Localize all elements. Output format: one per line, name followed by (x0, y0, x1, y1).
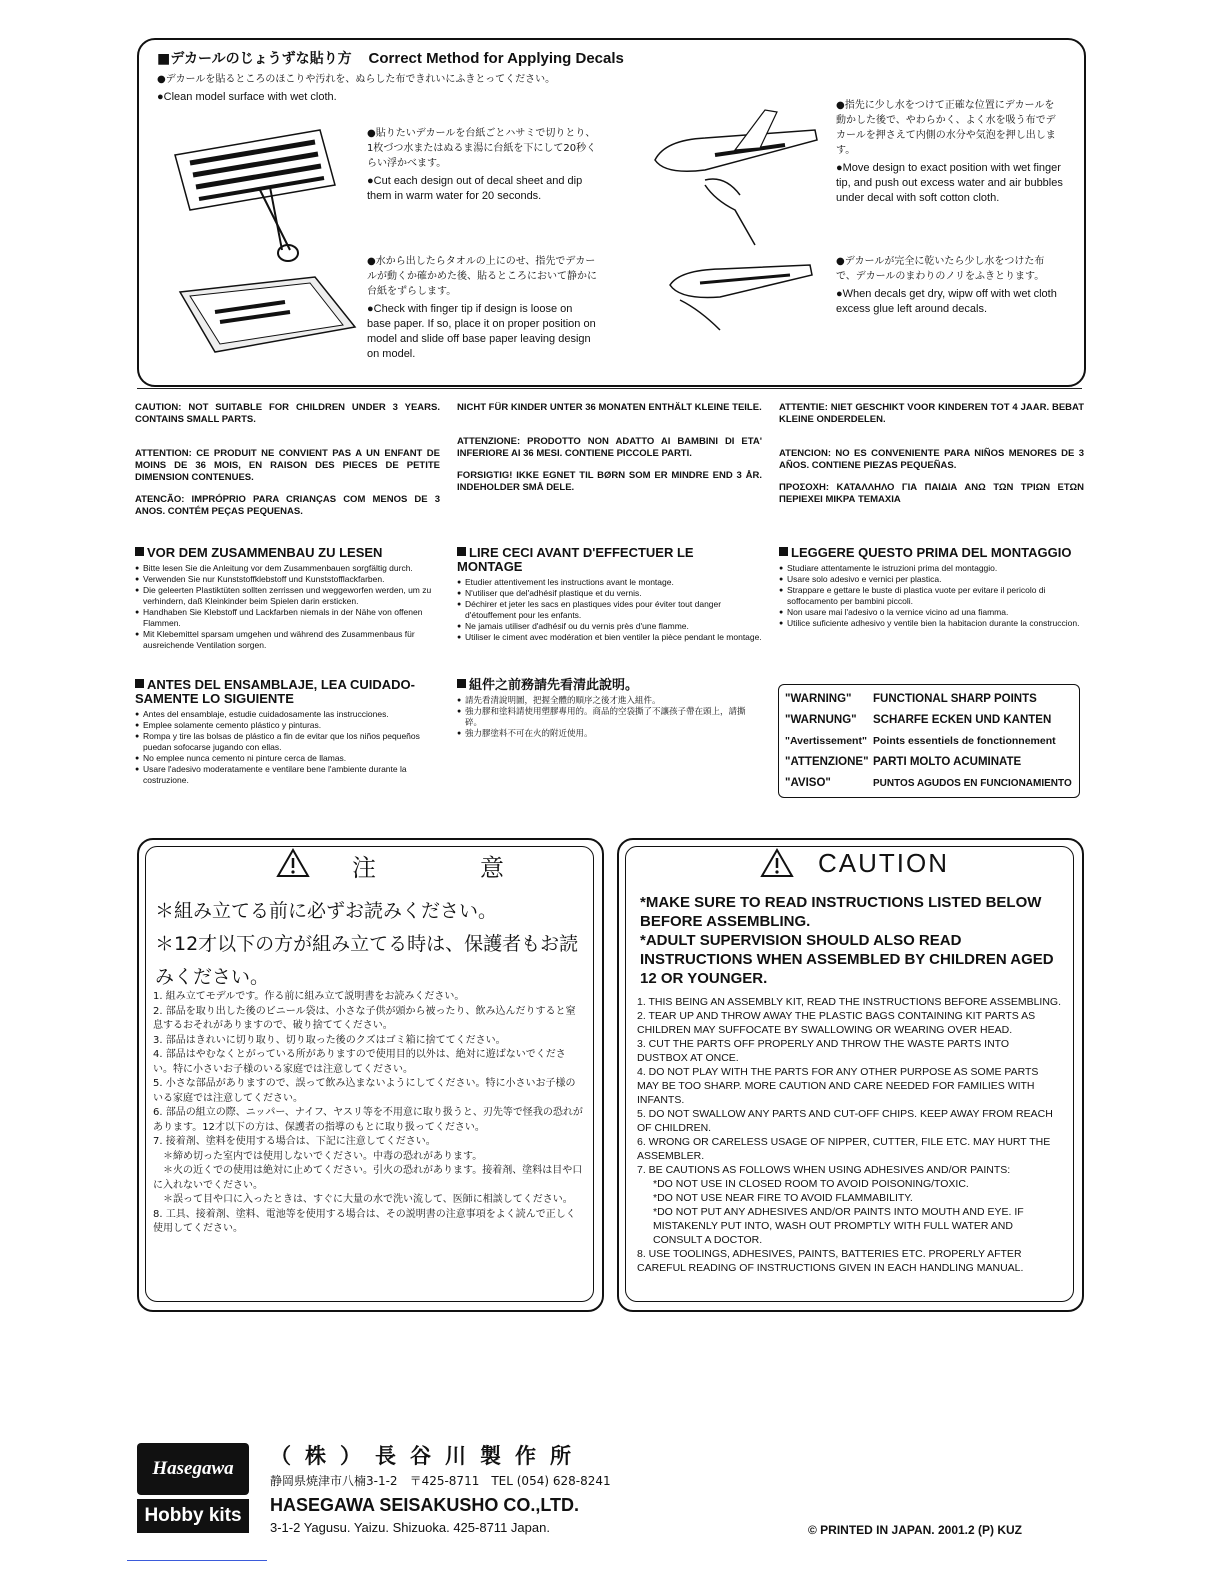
list-item: ● Handhaben Sie Klebstoff und Lackfarben niemals in der Nähe von offenen Flammen. (135, 607, 440, 629)
list-item: ● Studiare attentamente le istruzioni prima del montaggio. (779, 563, 1084, 574)
decal-intro-jp: ●デカールを貼るところのほこりや汚れを、ぬらした布できれいにふきとってください。 (157, 74, 556, 85)
caution-jp-list (153, 990, 583, 1237)
printed-in-japan: © PRINTED IN JAPAN. 2001.2 (P) KUZ (808, 1523, 1022, 1537)
list-item: ● Usare solo adesivo e vernici per plastica. (779, 574, 1084, 585)
lang-block-fr (457, 546, 762, 643)
list-item: ● Ne jamais utiliser d'adhésif ou du vernis près d'une flamme. (457, 621, 762, 632)
list-item: 7. 接着剤、塗料を使用する場合は、下記に注意してください。 (153, 1136, 436, 1147)
list-item: ● Mit Klebemittel sparsam umgehen und während des Zusammenbaus für ausreichende Ventilation sorgen. (135, 629, 440, 651)
warnings-column-1 (135, 402, 440, 540)
address-jp: 静岡県焼津市八楠3-1-2 〒425-8711 TEL (054) 628-8241 (270, 1474, 611, 1488)
list-item: 8. 工具、接着剤、塗料、電池等を使用する場合は、その説明書の注意事項をよく読んで正しく使用してください。 (153, 1208, 576, 1234)
lang-block-zh-title: 組件之前務請先看清此說明。 (469, 677, 639, 692)
decal-step-4-jp: ●デカールが完全に乾いたら少し水をつけた布で、デカールのまわりのノリをふきとります。 (836, 256, 1045, 282)
list-item: ● 強力膠和塗料請使用塑膠專用的。商品的空袋撕了不讓孩子帶在頭上，請撕碎。 (457, 706, 762, 728)
bullet-square-icon (457, 679, 466, 688)
list-item: ● 強力膠塗料不可在火的附近使用。 (457, 728, 762, 739)
bullet-square-icon (457, 547, 466, 556)
decal-step-2-en: ●Check with finger tip if design is loose on base paper. If so, place it on proper position on model and slide off base paper leaving design on model. (367, 303, 596, 360)
list-item: ● Antes del ensamblaje, estudie cuidadosamente las instrucciones. (135, 709, 440, 720)
list-item: 5. 小さな部品がありますので、誤って飲み込まないようにしてください。特に小さいお子様のいる家庭では注意してください。 (153, 1078, 576, 1104)
bullet-square-icon (779, 547, 788, 556)
warning-row: "AVISO" PUNTOS AGUDOS EN FUNCIONAMIENTO (785, 777, 1072, 789)
list-item: 1. 組み立てモデルです。作る前に組み立て説明書をお読みください。 (153, 991, 465, 1002)
warning-en: CAUTION: NOT SUITABLE FOR CHILDREN UNDER 3 YEARS. CONTAINS SMALL PARTS. (135, 402, 440, 425)
list-item: 2. 部品を取り出した後のビニール袋は、小さな子供が頭から被ったり、飲み込んだりすると窒息するおそれがありますので、破り捨ててください。 (153, 1005, 576, 1031)
list-item: 4. DO NOT PLAY WITH THE PARTS FOR ANY OTHER PURPOSE AS SOME PARTS MAY BE TOO SHARP. MORE CAUTION AND CARE NEEDED FOR FAMILIES WITH INFANTS. (637, 1066, 1039, 1106)
water-tray-illustration (175, 272, 365, 362)
warning-row: "WARNING" FUNCTIONAL SHARP POINTS (785, 693, 1037, 705)
decal-title-en: Correct Method for Applying Decals (368, 50, 624, 67)
warning-de: NICHT FÜR KINDER UNTER 36 MONATEN ENTHÄLT KLEINE TEILE. (457, 402, 762, 413)
decal-step-3-jp: ●指先に少し水をつけて正確な位置にデカールを動かした後で、やわらかく、よく水を吸う布でデカールを押さえて内側の水分や気泡を押し出します。 (836, 100, 1056, 156)
lang-block-fr-title: LIRE CECI AVANT D'EFFECTUER LE MONTAGE (457, 545, 694, 574)
list-item: ● Utiliser le ciment avec modération et bien ventiler la pièce pendant le montage. (457, 632, 762, 643)
list-item: ● Die geleerten Plastiktüten sollten zerrissen und weggeworfen werden, um zu verhindern, daß Kleinkinder beim Spielen darin ersticken. (135, 585, 440, 607)
caution-en-leads (640, 893, 1060, 988)
lang-block-de (135, 546, 440, 651)
list-item: 3. CUT THE PARTS OFF PROPERLY AND THROW THE WASTE PARTS INTO DUSTBOX AT ONCE. (637, 1038, 1010, 1064)
list-item: ＊誤って目や口に入ったときは、すぐに大量の水で洗い流して、医師に相談してください。 (153, 1194, 573, 1205)
list-item: ● Déchirer et jeter les sacs en plastiques vides pour éviter tout danger d'étouffement pour les enfants. (457, 599, 762, 621)
section-divider (137, 388, 1082, 389)
page-link-underline[interactable] (127, 1560, 267, 1561)
warning-el: ΠΡΟΣΟΧΗ: ΚΑΤΑΛΛΗΛΟ ΓΙΑ ΠΑΙΔΙΑ ΑΝΩ ΤΩΝ ΤΡΙΩΝ ΕΤΩΝ ΠΕΡΙΕΧΕΙ ΜΙΚΡΑ ΤΕΜΑΧΙΑ (779, 482, 1084, 505)
logo-top: Hasegawa (137, 1443, 249, 1495)
warning-triangle-icon (760, 848, 794, 878)
lang-block-zh (457, 678, 762, 739)
decal-step-2 (367, 254, 597, 365)
list-item: ＊火の近くでの使用は絶対に止めてください。引火の恐れがあります。接着剤、塗料は目や口に入れないでください。 (153, 1165, 583, 1191)
list-item: ● Etudier attentivement les instructions avant le montage. (457, 577, 762, 588)
warning-da: FORSIGTIG! IKKE EGNET TIL BØRN SOM ER MINDRE END 3 ÅR. INDEHOLDER SMÅ DELE. (457, 470, 762, 493)
lang-block-es (135, 678, 440, 786)
list-item: ● Non usare mai l'adesivo o la vernice vicino ad una fiamma. (779, 607, 1084, 618)
warning-row: "WARNUNG" SCHARFE ECKEN UND KANTEN (785, 714, 1052, 726)
list-item: *DO NOT USE IN CLOSED ROOM TO AVOID POISONING/TOXIC. (653, 1178, 969, 1190)
decal-step-3 (836, 98, 1064, 209)
caution-en-lead-1: *MAKE SURE TO READ INSTRUCTIONS LISTED BELOW BEFORE ASSEMBLING. (640, 894, 1042, 930)
logo-bottom: Hobby kits (137, 1499, 249, 1533)
decal-step-2-jp: ●水から出したらタオルの上にのせ、指先でデカールが動くか確かめた後、貼るところにおいて静かに台紙をずらします。 (367, 256, 597, 297)
bullet-square-icon (135, 547, 144, 556)
address-en: 3-1-2 Yagusu. Yaizu. Shizuoka. 425-8711 Japan. (270, 1520, 550, 1535)
lang-block-de-title: VOR DEM ZUSAMMENBAU ZU LESEN (147, 545, 383, 560)
company-name-en: HASEGAWA SEISAKUSHO CO.,LTD. (270, 1495, 580, 1515)
list-item: 7. BE CAUTIONS AS FOLLOWS WHEN USING ADHESIVES AND/OR PAINTS: (637, 1164, 1011, 1176)
list-item: ● Verwenden Sie nur Kunststoffklebstoff und Kunststofflackfarben. (135, 574, 440, 585)
caution-en-lead-2: *ADULT SUPERVISION SHOULD ALSO READ INSTRUCTIONS WHEN ASSEMBLED BY CHILDREN AGED 12 OR YOUNGER. (640, 932, 1054, 987)
decal-step-4-en: ●When decals get dry, wipw off with wet cloth excess glue left around decals. (836, 288, 1057, 315)
warning-it: ATTENZIONE: PRODOTTO NON ADATTO AI BAMBINI DI ETA' INFERIORE AI 36 MESI. CONTIENE PICCOLE PARTI. (457, 436, 762, 459)
list-item: ● Utilice suficiente adhesivo y ventile bien la habitacion durante la construccion. (779, 618, 1084, 629)
warnings-column-3 (779, 402, 1084, 528)
bullet-square-icon (135, 679, 144, 688)
decal-step-1-en: ●Cut each design out of decal sheet and dip them in warm water for 20 seconds. (367, 175, 583, 202)
caution-jp-title: 注 意 (352, 854, 544, 882)
caution-en-list (637, 995, 1062, 1275)
decal-step-3-en: ●Move design to exact position with wet finger tip, and push out excess water and air bubbles under decal with soft cotton cloth. (836, 162, 1063, 204)
lang-block-it-title: LEGGERE QUESTO PRIMA DEL MONTAGGIO (791, 545, 1072, 560)
lang-block-es-title: ANTES DEL ENSAMBLAJE, LEA CUIDADO-SAMENTE LO SIGUIENTE (135, 677, 415, 706)
list-item: 8. USE TOOLINGS, ADHESIVES, PAINTS, BATTERIES ETC. PROPERLY AFTER CAREFUL READING OF INSTRUCTIONS GIVEN IN EACH HANDLING MANUAL. (637, 1248, 1024, 1274)
list-item: ● Usare l'adesivo moderatamente e ventilare bene l'ambiente durante la costruzione. (135, 764, 440, 786)
company-name-jp: （株）長谷川製作所 (270, 1444, 585, 1468)
list-item: ● 請先看清說明圖，把握全體的順序之後才進入組件。 (457, 695, 762, 706)
list-item: ● Emplee solamente cemento plástico y pinturas. (135, 720, 440, 731)
list-item: *DO NOT PUT ANY ADHESIVES AND/OR PAINTS INTO MOUTH AND EYE. IF MISTAKENLY PUT INTO, WASH OUT PROMPTLY WITH FULL WATER AND CONSULT A DOCTOR. (653, 1206, 1024, 1246)
warning-fr: ATTENTION: CE PRODUIT NE CONVIENT PAS A UN ENFANT DE MOINS DE 36 MOIS, EN RAISON DES PIECES DE PETITE DIMENSION CONTENUES. (135, 448, 440, 483)
warning-row: "Avertissement" Points essentiels de fonctionnement (785, 735, 1056, 747)
list-item: 1. THIS BEING AN ASSEMBLY KIT, READ THE INSTRUCTIONS BEFORE ASSEMBLING. (637, 996, 1061, 1008)
warning-triangle-icon (276, 848, 310, 878)
decal-step-1-jp: ●貼りたいデカールを台紙ごとハサミで切りとり、1枚づつ水またはぬるま湯に台紙を下にして20秒くらい浮かべます。 (367, 128, 597, 169)
warnings-column-2 (457, 402, 762, 516)
decal-intro-en: ●Clean model surface with wet cloth. (157, 91, 337, 103)
list-item: ● N'utiliser que del'adhésif plastique et du vernis. (457, 588, 762, 599)
decal-step-1 (367, 126, 597, 207)
hasegawa-logo (137, 1443, 249, 1533)
warning-row: "ATTENZIONE" PARTI MOLTO ACUMINATE (785, 756, 1022, 768)
list-item: 6. WRONG OR CARELESS USAGE OF NIPPER, CUTTER, FILE ETC. MAY HURT THE ASSEMBLER. (637, 1136, 1051, 1162)
list-item: 2. TEAR UP AND THROW AWAY THE PLASTIC BAGS CONTAINING KIT PARTS AS CHILDREN MAY SUFFOCATE BY SWALLOWING OR WEARING OVER HEAD. (637, 1010, 1036, 1036)
decal-step-4 (836, 254, 1064, 320)
list-item: ● No emplee nunca cemento ni pinture cerca de llamas. (135, 753, 440, 764)
list-item: *DO NOT USE NEAR FIRE TO AVOID FLAMMABILITY. (653, 1192, 913, 1204)
airplane-wipe-illustration (660, 245, 820, 335)
caution-jp-leads (155, 895, 585, 994)
decal-section-title (157, 48, 624, 68)
list-item: ● Bitte lesen Sie die Anleitung vor dem Zusammenbauen sorgfältig durch. (135, 563, 440, 574)
caution-jp-lead-2: ＊12才以下の方が組み立てる時は、保護者もお読みください。 (155, 933, 579, 988)
list-item: ● Strappare e gettare le buste di plastica vuote per evitare il pericolo di soffocamento per bambini piccoli. (779, 585, 1084, 607)
lang-block-it (779, 546, 1084, 629)
decal-sheet-scissors-illustration (170, 125, 360, 265)
caution-en-title: CAUTION (818, 848, 949, 878)
list-item: 4. 部品はやむなくとがっている所がありますので使用目的以外は、絶対に遊ばないでください。特に小さいお子様のいる家庭では注意してください。 (153, 1049, 566, 1075)
list-item: 3. 部品はきれいに切り取り、切り取った後のクズはゴミ箱に捨ててください。 (153, 1034, 506, 1046)
decal-title-jp: ■デカールのじょうずな貼り方 (157, 51, 352, 67)
list-item: ＊締め切った室内では使用しないでください。中毒の恐れがあります。 (153, 1150, 483, 1162)
warning-pt: ATENCÃO: IMPRÓPRIO PARA CRIANÇAS COM MENOS DE 3 ANOS. CONTÉM PEÇAS PEQUENAS. (135, 494, 440, 517)
airplane-decal-illustration (645, 100, 825, 250)
list-item: 5. DO NOT SWALLOW ANY PARTS AND CUT-OFF CHIPS. KEEP AWAY FROM REACH OF CHILDREN. (637, 1108, 1053, 1134)
list-item: 6. 部品の組立の際、ニッパー、ナイフ、ヤスリ等を不用意に取り扱うと、刃先等で怪我の恐れがあります。12才以下の方は、保護者の指導のもとに取り扱ってください。 (153, 1107, 583, 1133)
warning-nl: ATTENTIE: NIET GESCHIKT VOOR KINDEREN TOT 4 JAAR. BEBAT KLEINE ONDERDELEN. (779, 402, 1084, 425)
caution-jp-lead-1: ＊組み立てる前に必ずお読みください。 (155, 900, 498, 922)
list-item: ● Rompa y tire las bolsas de plástico a fin de evitar que los niños pequeños puedan sofocarse jugando con ellas. (135, 731, 440, 753)
warning-es: ATENCION: NO ES CONVENIENTE PARA NIÑOS MENORES DE 3 AÑOS. CONTIENE PIEZAS PEQUEÑAS. (779, 448, 1084, 471)
sharp-points-warning-box (778, 684, 1080, 798)
